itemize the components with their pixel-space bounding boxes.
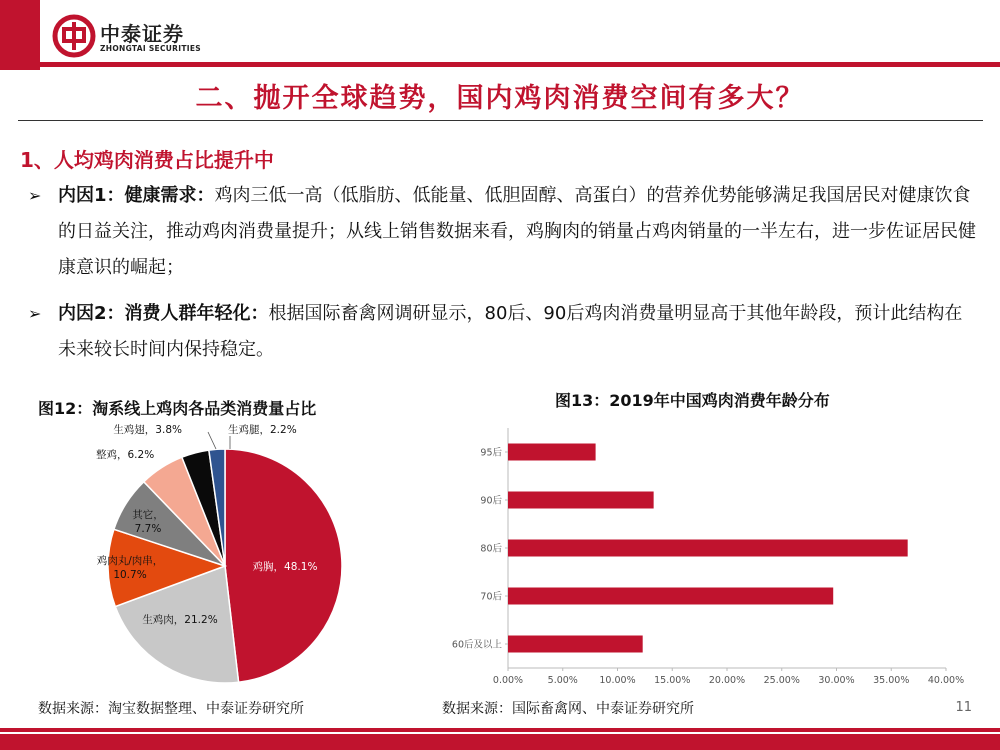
title-bar-accent (40, 62, 1000, 67)
pie-slice-label: 生鸡翅，3.8% (113, 424, 182, 436)
x-tick-label: 15.00% (654, 675, 691, 686)
bar (508, 636, 643, 653)
x-tick-label: 0.00% (492, 675, 524, 686)
bar (508, 588, 833, 605)
bar-chart (440, 410, 980, 695)
footer-bar (0, 728, 1000, 750)
fig13-source: 数据来源：国际畜禽网、中泰证券研究所 (442, 701, 694, 717)
brand-band (0, 0, 40, 70)
bullet-text: 鸡肉三低一高（低脂肪、低能量、低胆固醇、高蛋白）的营养优势能够满足我国居民对健康饮食的日益关注，推动鸡肉消费量提升；从线上销售数据来看，鸡胸肉的销量占鸡肉销量的一半左右，进一步佐证居民健康意识的崛起； (58, 185, 976, 278)
x-tick-label: 10.00% (599, 675, 636, 686)
title-divider (18, 120, 983, 121)
page-number: 11 (955, 700, 972, 715)
logo (52, 14, 232, 58)
x-tick-label: 25.00% (763, 675, 800, 686)
fig12-source: 数据来源：淘宝数据整理、中泰证券研究所 (38, 701, 304, 717)
logo-text: 中泰证券 (100, 22, 184, 46)
y-tick-label: 90后 (480, 495, 502, 507)
y-tick-label: 95后 (480, 447, 502, 459)
logo-subtext: ZHONGTAI SECURITIES (100, 44, 201, 53)
y-tick-label: 80后 (480, 543, 502, 555)
pie-slice-label: 生鸡腿，2.2% (228, 424, 297, 436)
arrow-bullet-icon: ➢ (28, 186, 42, 205)
bullet-label: 内因1：健康需求： (58, 185, 215, 206)
pie-chart (30, 418, 470, 698)
bullet-paragraph-2 (28, 296, 978, 368)
fig13-title: 图13：2019年中国鸡肉消费年龄分布 (555, 391, 830, 410)
pie-slice-label: 鸡胸，48.1% (252, 561, 318, 573)
bar (508, 540, 908, 557)
pie-slice-label: 鸡肉丸/肉串， 10.7% (96, 555, 164, 581)
pie-slice-label: 生鸡肉，21.2% (142, 614, 218, 626)
x-tick-label: 35.00% (873, 675, 910, 686)
bullet-paragraph-1 (28, 178, 978, 286)
pie-slice-label: 其它， 7.7% (132, 509, 164, 535)
page-title: 二、抛开全球趋势，国内鸡肉消费空间有多大？ (195, 83, 805, 114)
section-heading: 1、人均鸡肉消费占比提升中 (20, 148, 274, 172)
bullet-text: 根据国际畜禽网调研显示，80后、90后鸡肉消费量明显高于其他年龄段，预计此结构在未来较长时间内保持稳定。 (58, 303, 963, 360)
x-tick-label: 20.00% (708, 675, 746, 686)
y-tick-label: 70后 (480, 591, 502, 603)
y-tick-label: 60后及以上 (451, 639, 502, 651)
x-tick-label: 40.00% (927, 675, 965, 686)
bar (508, 444, 596, 461)
title-bar (0, 62, 1000, 112)
arrow-bullet-icon: ➢ (28, 304, 42, 323)
fig12-title: 图12：淘系线上鸡肉各品类消费量占比 (38, 399, 317, 418)
logo-mark-icon (52, 14, 96, 58)
x-tick-label: 5.00% (547, 675, 578, 686)
pie-slice-label: 整鸡，6.2% (96, 449, 155, 461)
x-tick-label: 30.00% (818, 675, 855, 686)
bar (508, 492, 654, 509)
bullet-label: 内因2：消费人群年轻化： (58, 303, 269, 324)
